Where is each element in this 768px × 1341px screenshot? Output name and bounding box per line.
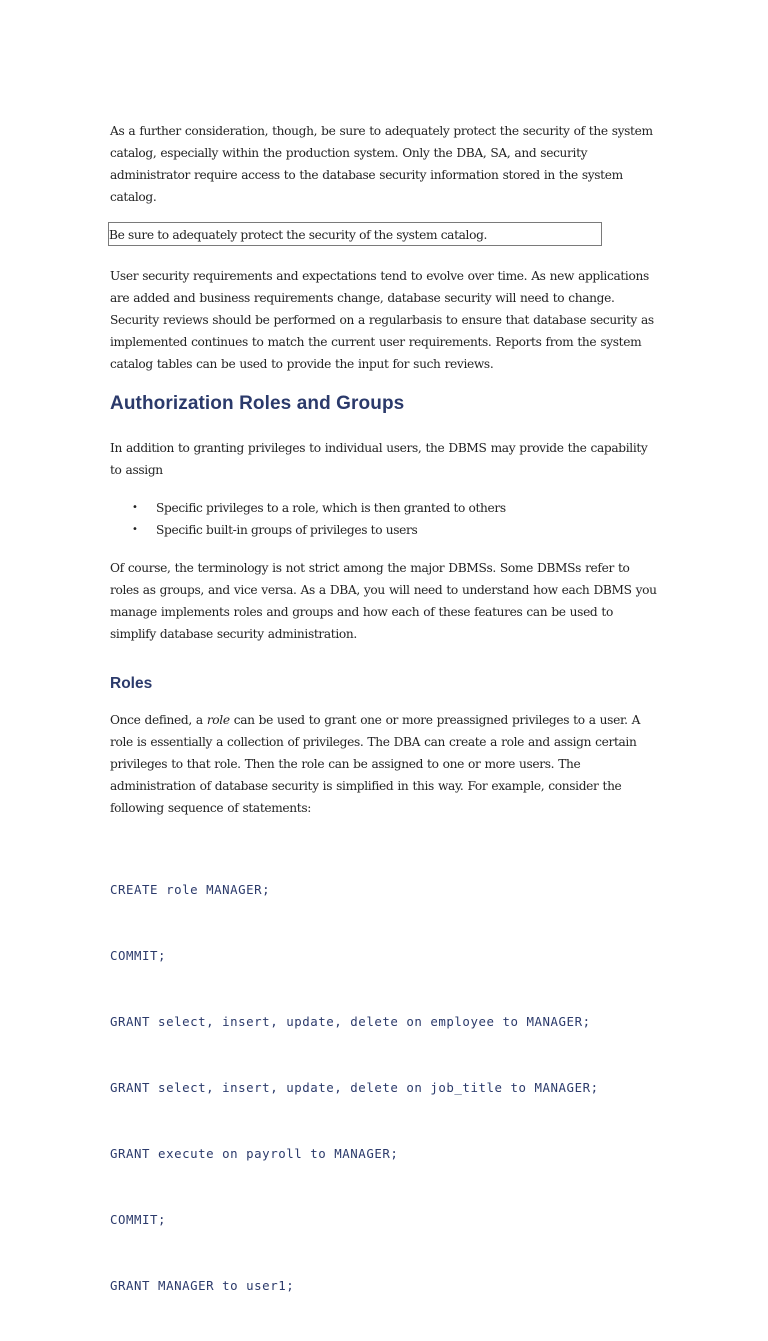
list-item-text: Specific privileges to a role, which is then granted to others (156, 501, 506, 515)
subsection-heading: Roles (110, 675, 153, 692)
callout-box: Be sure to adequately protect the security of the system catalog. (108, 222, 602, 246)
code-line: COMMIT; (110, 1212, 167, 1227)
roles-paragraph (110, 709, 662, 819)
section-lead-paragraph: In addition to granting privileges to individual users, the DBMS may provide the capability to assign (110, 441, 648, 477)
code-line: GRANT MANAGER to user1; (110, 1278, 295, 1293)
bullet-icon: • (132, 502, 138, 513)
code-line: GRANT select, insert, update, delete on employee to MANAGER; (110, 1014, 591, 1029)
intro-paragraph: As a further consideration, though, be sure to adequately protect the security of the system catalog, especially within the production system. Only the DBA, SA, and security administrator require access to the database security information stored in the system catalog. (110, 124, 653, 204)
roles-paragraph-rest: can be used to grant one or more preassigned privileges to a user. A role is essentially a collection of privileges. The DBA can create a role and assign certain privileges to that role. Then the role can be assigned to one or more users. The administration of database security is simplified in this way. For example, consider the following sequence of statements: (110, 713, 641, 815)
bullet-icon: • (132, 524, 138, 535)
code-line: GRANT execute on payroll to MANAGER; (110, 1146, 399, 1161)
section-heading: Authorization Roles and Groups (110, 393, 405, 414)
code-block (110, 835, 662, 1341)
document-page (110, 120, 662, 1341)
role-term: role (206, 713, 230, 727)
bullet-list (110, 497, 662, 541)
roles-paragraph-start: Once defined, a (110, 713, 207, 727)
list-item-text: Specific built-in groups of privileges to users (156, 523, 418, 537)
security-reviews-paragraph: User security requirements and expectations tend to evolve over time. As new applications are added and business requirements change, database security will need to change. Security reviews should be performed on a regularbasis to ensure that database security as implemented continues to match the current user requirements. Reports from the system catalog tables can be used to provide the input for such reviews. (110, 269, 654, 371)
list-item (110, 519, 662, 541)
list-item (110, 497, 662, 519)
code-line: CREATE role MANAGER; (110, 882, 271, 897)
code-line: GRANT select, insert, update, delete on job_title to MANAGER; (110, 1080, 599, 1095)
terminology-paragraph: Of course, the terminology is not strict among the major DBMSs. Some DBMSs refer to roles as groups, and vice versa. As a DBA, you will need to understand how each DBMS you manage implements roles and groups and how each of these features can be used to simplify database security administration. (110, 561, 657, 641)
code-line: COMMIT; (110, 948, 167, 963)
